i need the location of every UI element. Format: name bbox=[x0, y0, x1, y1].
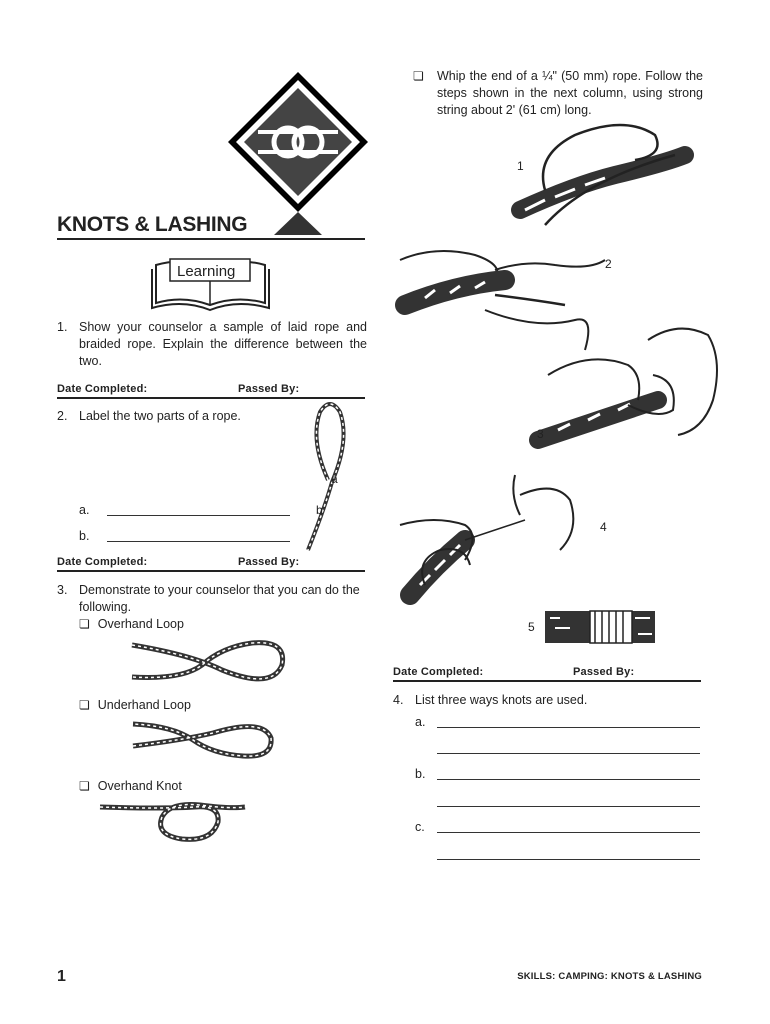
rope-bight-figure bbox=[300, 400, 360, 560]
whip-text: Whip the end of a ¼" (50 mm) rope. Follow the steps shown in the next column, using strong string about 2' (61 cm) long. bbox=[437, 69, 703, 117]
whipping-step-4-figure bbox=[395, 470, 585, 610]
signoff-rule-3 bbox=[393, 680, 701, 682]
checkbox-icon[interactable]: ❏ bbox=[413, 69, 424, 83]
item2-blank-a-label: a. bbox=[79, 503, 90, 517]
checkbox-icon[interactable]: ❏ bbox=[79, 698, 90, 712]
title-triangle bbox=[274, 212, 322, 236]
overhand-loop-figure bbox=[132, 635, 292, 695]
item4-blank-c-line-2[interactable] bbox=[437, 859, 700, 860]
date-completed-label-1: Date Completed: bbox=[57, 383, 148, 395]
whipping-step-3-figure bbox=[528, 320, 728, 460]
signoff-rule-1 bbox=[57, 397, 365, 399]
check-overhand-loop-label: Overhand Loop bbox=[97, 617, 184, 631]
step-3-label: 3 bbox=[537, 427, 544, 441]
underhand-loop-figure bbox=[133, 718, 283, 768]
item4-blank-a-line-2[interactable] bbox=[437, 753, 700, 754]
item4-blank-a-line-1[interactable] bbox=[437, 727, 700, 728]
checkbox-icon[interactable]: ❏ bbox=[79, 617, 90, 631]
item4-blank-b-line-1[interactable] bbox=[437, 779, 700, 780]
item4-text: List three ways knots are used. bbox=[415, 693, 588, 707]
item2-blank-a[interactable] bbox=[107, 515, 290, 516]
item3-number: 3. bbox=[57, 583, 68, 597]
whipping-step-1-figure bbox=[515, 115, 695, 245]
overhand-knot-figure bbox=[100, 797, 250, 847]
page-number: 1 bbox=[57, 968, 66, 985]
step-2-label: 2 bbox=[605, 257, 612, 271]
item2-text: Label the two parts of a rope. bbox=[79, 409, 241, 423]
item4-blank-c-label: c. bbox=[415, 820, 425, 834]
check-overhand-loop[interactable] bbox=[79, 616, 184, 633]
check-overhand-knot-label: Overhand Knot bbox=[97, 779, 182, 793]
passed-by-label-3: Passed By: bbox=[573, 666, 635, 678]
item3-text: Demonstrate to your counselor that you can do the following. bbox=[79, 583, 360, 614]
passed-by-label-1: Passed By: bbox=[238, 383, 300, 395]
step-4-label: 4 bbox=[600, 520, 607, 534]
signoff-rule-2 bbox=[57, 570, 365, 572]
step-1-label: 1 bbox=[517, 159, 524, 173]
passed-by-label-2: Passed By: bbox=[238, 556, 300, 568]
item4-blank-a-label: a. bbox=[415, 715, 426, 729]
rope-label-b: b bbox=[316, 503, 323, 517]
check-underhand-loop-label: Underhand Loop bbox=[97, 698, 191, 712]
checkbox-icon[interactable]: ❏ bbox=[79, 779, 90, 793]
title-rule bbox=[57, 238, 365, 240]
item2-number: 2. bbox=[57, 409, 68, 423]
item1-text: Show your counselor a sample of laid rope and braided rope. Explain the difference between the two. bbox=[79, 320, 367, 368]
item4-number: 4. bbox=[393, 693, 404, 707]
whip-instruction bbox=[413, 68, 703, 119]
item4-blank-c-line-1[interactable] bbox=[437, 832, 700, 833]
date-completed-label-2: Date Completed: bbox=[57, 556, 148, 568]
merit-badge-emblem bbox=[228, 72, 358, 202]
date-completed-label-3: Date Completed: bbox=[393, 666, 484, 678]
page-title: KNOTS & LASHING bbox=[57, 213, 248, 236]
rope-label-a: a bbox=[331, 472, 338, 486]
learning-label: Learning bbox=[177, 263, 236, 280]
item4-blank-b-line-2[interactable] bbox=[437, 806, 700, 807]
check-underhand-loop[interactable] bbox=[79, 697, 191, 714]
check-overhand-knot[interactable] bbox=[79, 778, 182, 795]
step-5-label: 5 bbox=[528, 620, 535, 634]
item1-number: 1. bbox=[57, 320, 68, 334]
item4-blank-b-label: b. bbox=[415, 767, 426, 781]
item2-blank-b-label: b. bbox=[79, 529, 90, 543]
whipping-step-5-figure bbox=[540, 606, 660, 651]
running-title: SKILLS: CAMPING: KNOTS & LASHING bbox=[517, 971, 702, 982]
item2-blank-b[interactable] bbox=[107, 541, 290, 542]
